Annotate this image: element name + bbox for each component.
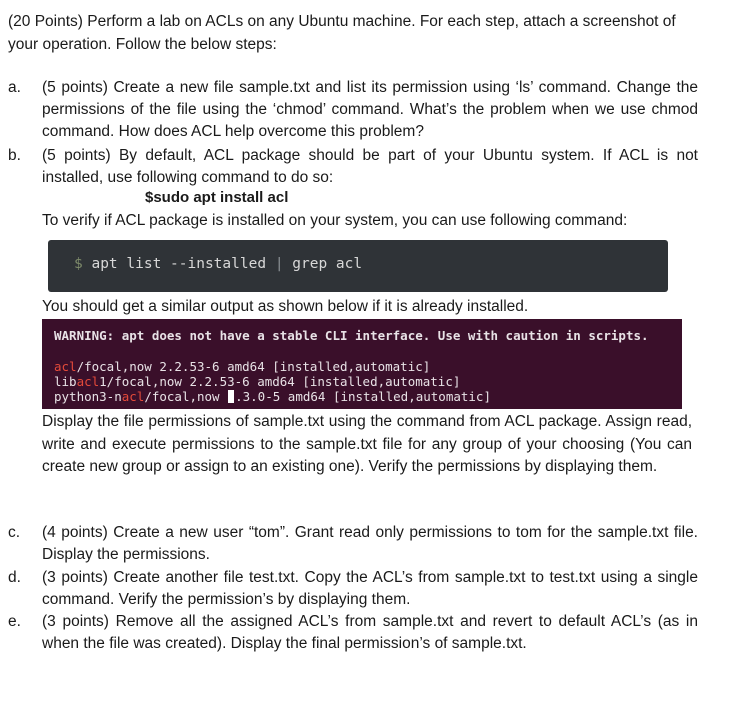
item-text: (5 points) Create a new file sample.txt and list its permission using ‘ls’ command. Change the permissions of the file using the ‘chmod’ command. What’s the problem when we use chmod command. How does ACL help overcome this problem? [42, 79, 698, 140]
item-a [8, 77, 698, 143]
display-paragraph: Display the file permissions of sample.txt using the command from ACL package. Assign read, write and execute permissions to the sample.txt file for any group of your choosing (You can create new group or assign to an existing one). Verify the permissions by displaying them. [42, 413, 692, 475]
item-c [8, 522, 698, 566]
item-label: a. [8, 79, 21, 96]
terminal-line-2: libacl1/focal,now 2.2.53-6 amd64 [installed,automatic] [54, 374, 461, 389]
output-intro: You should get a similar output as shown below if it is already installed. [42, 298, 529, 315]
terminal-line-3: python3-nacl/focal,now .3.0-5 amd64 [installed,automatic] [54, 389, 491, 404]
item-label: e. [8, 613, 21, 630]
terminal-warning: WARNING: apt does not have a stable CLI interface. Use with caution in scripts. [54, 328, 649, 343]
terminal-line-1: acl/focal,now 2.2.53-6 amd64 [installed,automatic] [54, 359, 431, 374]
item-text: (3 points) Remove all the assigned ACL’s from sample.txt and revert to default ACL’s (as in when the file was created). Display the final permission’s of sample.txt. [42, 613, 698, 652]
item-text: (4 points) Create a new user “tom”. Grant read only permissions to tom for the sample.txt file. Display the permissions. [42, 524, 698, 563]
code-pipe: | [274, 256, 284, 272]
item-label: c. [8, 524, 21, 541]
item-b [8, 145, 698, 189]
terminal-output [42, 319, 682, 409]
code-command: apt list --installed [91, 256, 267, 272]
code-line [74, 256, 362, 272]
code-block [48, 240, 668, 292]
item-text: (3 points) Create another file test.txt. Copy the ACL’s from sample.txt to test.txt using a single command. Verify the permission’s by displaying them. [42, 569, 698, 608]
terminal-cursor [228, 390, 234, 403]
item-text: (5 points) By default, ACL package should be part of your Ubuntu system. If ACL is not installed, use following command to do so: [42, 147, 698, 186]
intro-text: (20 Points) Perform a lab on ACLs on any Ubuntu machine. For each step, attach a screenshot of your operation. Follow the below steps: [8, 13, 676, 53]
code-grep: grep acl [292, 256, 363, 272]
code-prompt: $ [74, 256, 83, 272]
verify-text: To verify if ACL package is installed on your system, you can use following command: [42, 212, 628, 229]
item-label: b. [8, 147, 21, 164]
install-command: $sudo apt install acl [145, 189, 289, 206]
item-d [8, 567, 698, 611]
item-label: d. [8, 569, 21, 586]
item-e [8, 611, 698, 655]
